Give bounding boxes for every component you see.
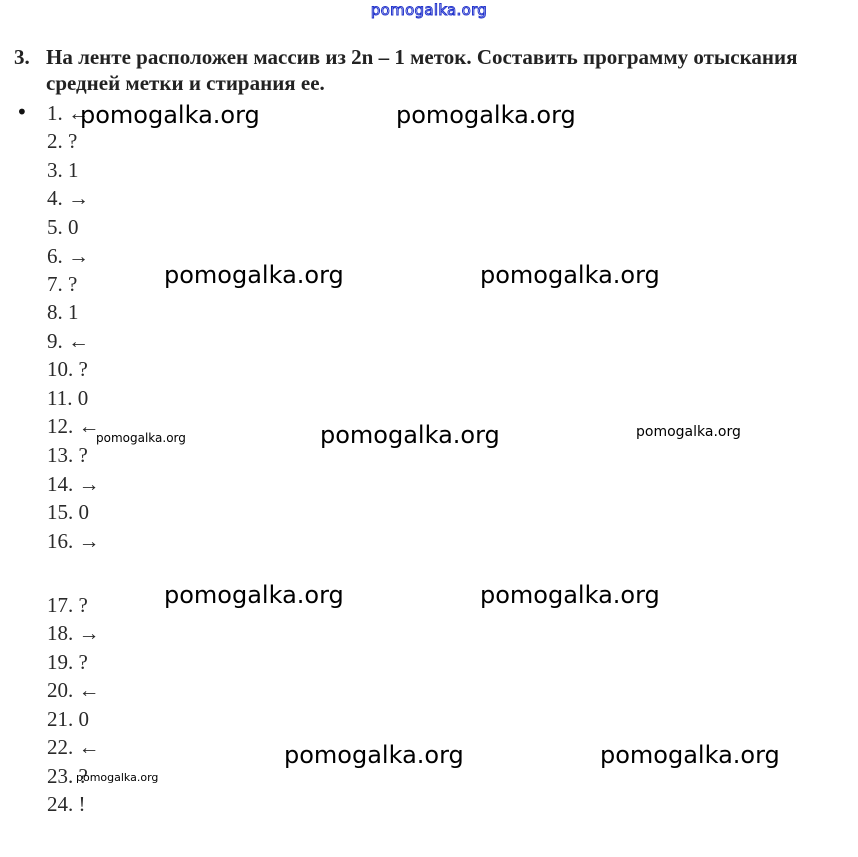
step-1: 1. ← — [47, 101, 89, 125]
step-19: 19. ? — [47, 650, 88, 674]
problem-text: На ленте расположен массив из 2n – 1 меток. Составить программу отыскания средней метки и стирания ее. — [46, 45, 798, 95]
watermark: pomogalka.org — [396, 101, 576, 129]
watermark: pomogalka.org — [600, 741, 780, 769]
step-17: 17. ? — [47, 593, 88, 617]
step-10: 10. ? — [47, 357, 88, 381]
step-14: 14. → — [47, 472, 100, 496]
step-6: 6. → — [47, 244, 89, 268]
step-13: 13. ? — [47, 443, 88, 467]
watermark: pomogalka.org — [96, 431, 186, 445]
step-5: 5. 0 — [47, 215, 79, 239]
watermark: pomogalka.org — [480, 581, 660, 609]
step-22: 22. ← — [47, 735, 100, 759]
step-8: 8. 1 — [47, 300, 79, 324]
step-9: 9. ← — [47, 329, 89, 353]
step-24: 24. ! — [47, 792, 86, 816]
watermark: pomogalka.org — [320, 421, 500, 449]
step-15: 15. 0 — [47, 500, 89, 524]
watermark: pomogalka.org — [636, 424, 741, 440]
watermark: pomogalka.org — [164, 581, 344, 609]
step-20: 20. ← — [47, 678, 100, 702]
watermark: pomogalka.org — [80, 101, 260, 129]
step-21: 21. 0 — [47, 707, 89, 731]
problem-number: 3. — [14, 45, 30, 69]
bullet-marker: • — [16, 100, 28, 124]
step-18: 18. → — [47, 621, 100, 645]
step-12: 12. ← — [47, 414, 100, 438]
watermark: pomogalka.org — [164, 261, 344, 289]
step-16: 16. → — [47, 529, 100, 553]
watermark: pomogalka.org — [76, 771, 159, 784]
step-2: 2. ? — [47, 129, 78, 153]
watermark: pomogalka.org — [284, 741, 464, 769]
step-3: 3. 1 — [47, 158, 79, 182]
step-7: 7. ? — [47, 272, 78, 296]
header-watermark: pomogalka.org — [370, 1, 488, 19]
step-11: 11. 0 — [47, 386, 89, 410]
problem-statement — [14, 44, 834, 96]
watermark: pomogalka.org — [480, 261, 660, 289]
step-23: 23. ? — [47, 764, 88, 788]
step-4: 4. → — [47, 186, 89, 210]
